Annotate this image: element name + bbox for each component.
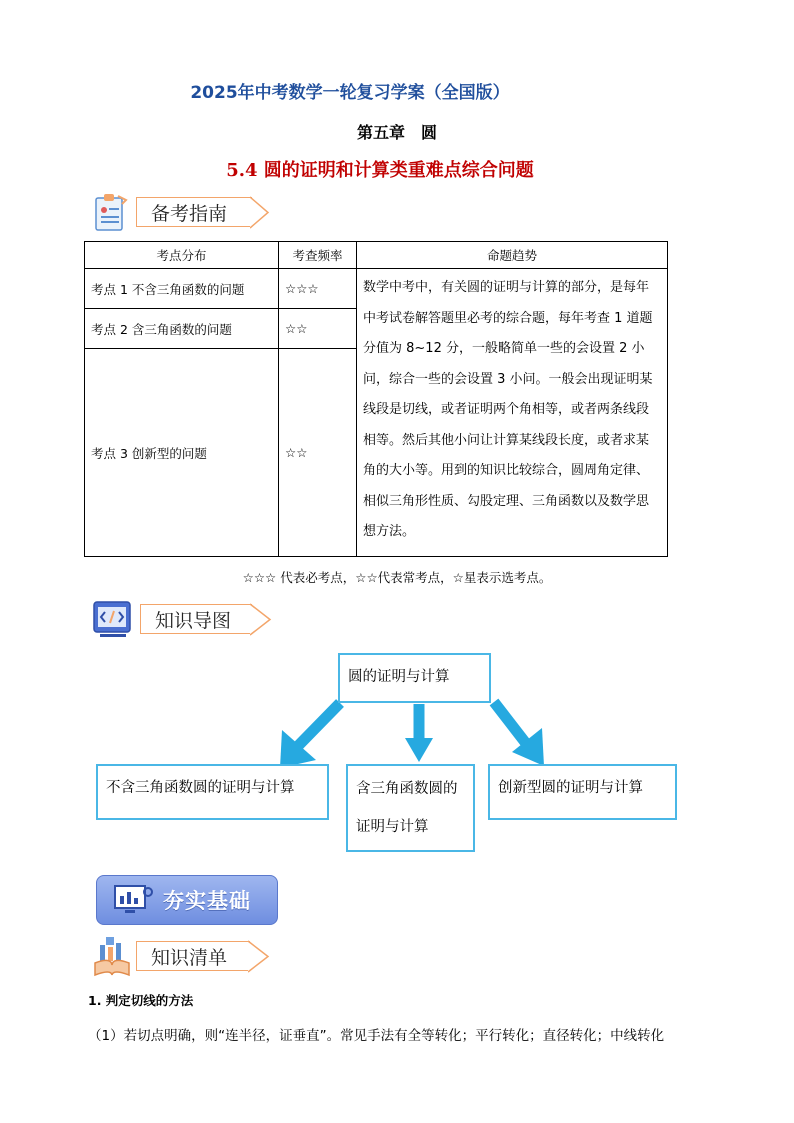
mindmap-root: [338, 653, 491, 703]
mindmap-node-right-label: 创新型圆的证明与计算: [498, 780, 643, 796]
mindmap-node-middle: [346, 764, 475, 852]
mindmap-node-left: [96, 764, 329, 820]
col-header-point: 考点分布: [85, 242, 279, 269]
lesson-title: 5.4 圆的证明和计算类重难点综合问题: [226, 160, 534, 181]
foundation-banner: [96, 875, 278, 925]
series-title: 2025年中考数学一轮复习学案（全国版）: [190, 83, 510, 103]
point-cell: 考点 1 不含三角函数的问题: [85, 269, 279, 309]
mindmap-node-middle-label: 含三角函数圆的证明与计算: [356, 781, 458, 835]
mindmap-root-label: 圆的证明与计算: [348, 669, 450, 685]
point-cell: 考点 3 创新型的问题: [85, 349, 279, 557]
point-cell: 考点 2 含三角函数的问题: [85, 309, 279, 349]
book-icon: [92, 935, 132, 977]
foundation-label: 夯实基础: [163, 889, 251, 913]
mindmap-node-right: [488, 764, 677, 820]
freq-cell: ☆☆: [279, 309, 357, 349]
col-header-trend: 命题趋势: [357, 242, 668, 269]
checklist-section-tag: [136, 941, 250, 971]
freq-cell: ☆☆: [279, 349, 357, 557]
freq-cell: ☆☆☆: [279, 269, 357, 309]
chapter-title: 第五章 圆: [356, 123, 437, 142]
checklist-section-label: 知识清单: [151, 946, 228, 969]
checklist-tag-arrow: [248, 940, 270, 973]
mindmap-section-label: 知识导图: [155, 609, 232, 632]
col-header-freq: 考查频率: [279, 242, 357, 269]
legend-note: ☆☆☆ 代表必考点，☆☆代表常考点，☆星表示选考点。: [242, 570, 552, 585]
content-heading: 1. 判定切线的方法: [88, 993, 194, 1008]
presentation-icon: [111, 882, 155, 918]
guide-section-label: 备考指南: [151, 202, 228, 225]
trend-cell: 数学中考中，有关圆的证明与计算的部分，是每年中考试卷解答题里必考的综合题，每年考查 1 道题分值为 8~12 分，一般略简单一些的会设置 2 小问，综合一些的会设置 3 小问。一般会出现证明某线段是切线，或者证明两个角相等，或者两条线段相等。然后其他小问让计算某线段长度，或者求某角的大小等。用到的知识比较综合，圆周角定律、相似三角形性质、勾股定理、三角函数以及数学思想方法。: [357, 269, 668, 557]
mindmap-node-left-label: 不含三角函数圆的证明与计算: [106, 780, 295, 796]
content-paragraph: （1）若切点明确，则“连半径，证垂直”。常见手法有全等转化；平行转化；直径转化；中线转化: [88, 1028, 665, 1044]
